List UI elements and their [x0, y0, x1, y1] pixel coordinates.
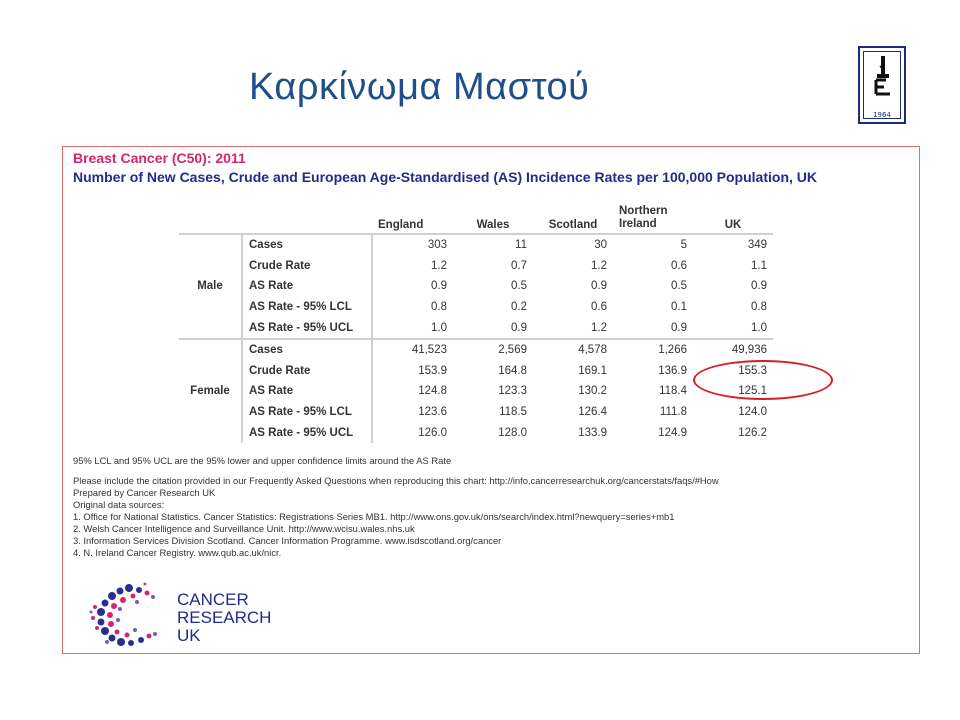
document-panel	[62, 146, 920, 654]
table-cell: 124.0	[738, 406, 767, 419]
table-cell: 49,936	[693, 339, 773, 361]
group-label-female: Female	[179, 339, 242, 443]
table-cell: 126.4	[578, 406, 607, 419]
column-header: UK	[724, 219, 742, 231]
table-cell: 0.8	[431, 301, 447, 314]
table-row	[179, 361, 773, 382]
table-row	[179, 276, 773, 297]
table-cell: 126.0	[418, 426, 447, 439]
source-item: 1. Office for National Statistics. Cancer Statistics: Registrations Series MB1. http://www.ons.gov.uk/ons/search/index.html?newquery=series+mb1	[73, 511, 675, 522]
row-label: AS Rate - 95% LCL	[242, 297, 372, 318]
table-cell: 1.0	[751, 321, 767, 334]
column-header: England	[378, 219, 424, 231]
table-cell: 0.9	[671, 321, 687, 334]
table-cell: 118.5	[499, 406, 527, 419]
table-cell: 1.2	[431, 259, 447, 272]
table-cell: 123.6	[418, 406, 447, 419]
citation-note: Please include the citation provided in our Frequently Asked Questions when reproducing this chart: http://info.cancerresearchuk.org/cancerstats/faqs/#How	[73, 475, 719, 486]
row-label: AS Rate	[242, 276, 372, 297]
row-label: Crude Rate	[242, 256, 372, 277]
table-row	[179, 422, 773, 443]
table-cell: 303	[372, 234, 453, 256]
table-cell: 0.8	[751, 301, 767, 314]
table-cell: 169.1	[578, 364, 607, 377]
confidence-note: 95% LCL and 95% UCL are the 95% lower and upper confidence limits around the AS Rate	[73, 455, 452, 466]
table-cell: 41,523	[372, 339, 453, 361]
table-cell: 133.9	[578, 426, 607, 439]
table-cell: 2,569	[453, 339, 533, 361]
institution-logo	[858, 46, 906, 124]
table-cell: 1.2	[591, 259, 607, 272]
wordmark-line: UK	[177, 626, 201, 645]
table-cell: 124.8	[418, 385, 447, 398]
table-cell: 0.6	[591, 301, 607, 314]
row-label: Cases	[242, 339, 372, 361]
table-row	[179, 339, 773, 361]
document-subtitle: Number of New Cases, Crude and European Age-Standardised (AS) Incidence Rates per 100,000 Population, UK	[73, 169, 817, 185]
table-cell: 128.0	[498, 426, 527, 439]
table-row	[179, 402, 773, 423]
table-cell: 125.1	[738, 385, 767, 398]
highlight-ring	[693, 360, 833, 400]
table-cell: 111.8	[659, 406, 687, 419]
table-cell: 0.5	[511, 280, 527, 293]
table-cell: 30	[533, 234, 613, 256]
institution-seal-icon	[868, 54, 898, 104]
table-cell: 349	[693, 234, 773, 256]
table-row	[179, 297, 773, 318]
logo-year: 1964	[873, 111, 891, 119]
column-header: Scotland	[548, 219, 598, 231]
table-cell: 0.1	[671, 301, 687, 314]
table-cell: 1.1	[751, 259, 767, 272]
table-cell: 130.2	[578, 385, 607, 398]
incidence-table	[179, 201, 773, 443]
table-cell: 4,578	[533, 339, 613, 361]
document-title: Breast Cancer (C50): 2011	[73, 150, 246, 166]
table-cell: 1.2	[591, 321, 607, 334]
table-cell: 0.2	[511, 301, 527, 314]
row-label: AS Rate - 95% UCL	[242, 422, 372, 443]
sources-heading: Original data sources:	[73, 499, 165, 510]
table-cell: 1.0	[431, 321, 447, 334]
table-row	[179, 381, 773, 402]
wordmark-line: CANCER	[177, 590, 249, 609]
column-header: Northern Ireland	[619, 205, 668, 230]
table-cell: 136.9	[658, 364, 687, 377]
table-row	[179, 256, 773, 277]
table-cell: 126.2	[738, 426, 767, 439]
group-label-male: Male	[179, 234, 242, 339]
table-row	[179, 317, 773, 339]
table-cell: 118.4	[659, 385, 687, 398]
table-cell: 0.9	[511, 321, 527, 334]
source-item: 2. Welsh Cancer Intelligence and Surveillance Unit. http://www.wcisu.wales.nhs.uk	[73, 523, 415, 534]
wordmark-line: RESEARCH	[177, 608, 272, 627]
header-empty	[242, 201, 372, 234]
row-label: Crude Rate	[242, 361, 372, 382]
source-item: 4. N. Ireland Cancer Registry. www.qub.ac.uk/nicr.	[73, 547, 282, 558]
table-cell: 0.6	[671, 259, 687, 272]
table-cell: 124.9	[658, 426, 687, 439]
table-cell: 153.9	[418, 364, 447, 377]
cancer-research-wordmark	[177, 591, 271, 645]
table-cell: 155.3	[738, 364, 767, 377]
table-cell: 123.3	[498, 385, 527, 398]
table-cell: 0.7	[511, 259, 527, 272]
table-cell: 0.9	[431, 280, 447, 293]
row-label: AS Rate - 95% LCL	[242, 402, 372, 423]
table-cell: 0.9	[591, 280, 607, 293]
table-cell: 0.9	[751, 280, 767, 293]
row-label: Cases	[242, 234, 372, 256]
cancer-research-logo-icon	[87, 582, 173, 648]
table-header-row	[179, 201, 773, 234]
row-label: AS Rate	[242, 381, 372, 402]
table-cell: 5	[613, 234, 693, 256]
table-cell: 11	[453, 234, 533, 256]
table-cell: 164.8	[498, 364, 527, 377]
row-label: AS Rate - 95% UCL	[242, 317, 372, 339]
prepared-by: Prepared by Cancer Research UK	[73, 487, 216, 498]
table-row	[179, 234, 773, 256]
source-item: 3. Information Services Division Scotland. Cancer Information Programme. www.isdscotland.org/cancer	[73, 535, 502, 546]
slide-title: Καρκίνωμα Μαστού	[249, 66, 590, 108]
header-empty	[179, 201, 242, 234]
column-header: Wales	[476, 219, 510, 231]
table-cell: 0.5	[671, 280, 687, 293]
table-cell: 1,266	[613, 339, 693, 361]
